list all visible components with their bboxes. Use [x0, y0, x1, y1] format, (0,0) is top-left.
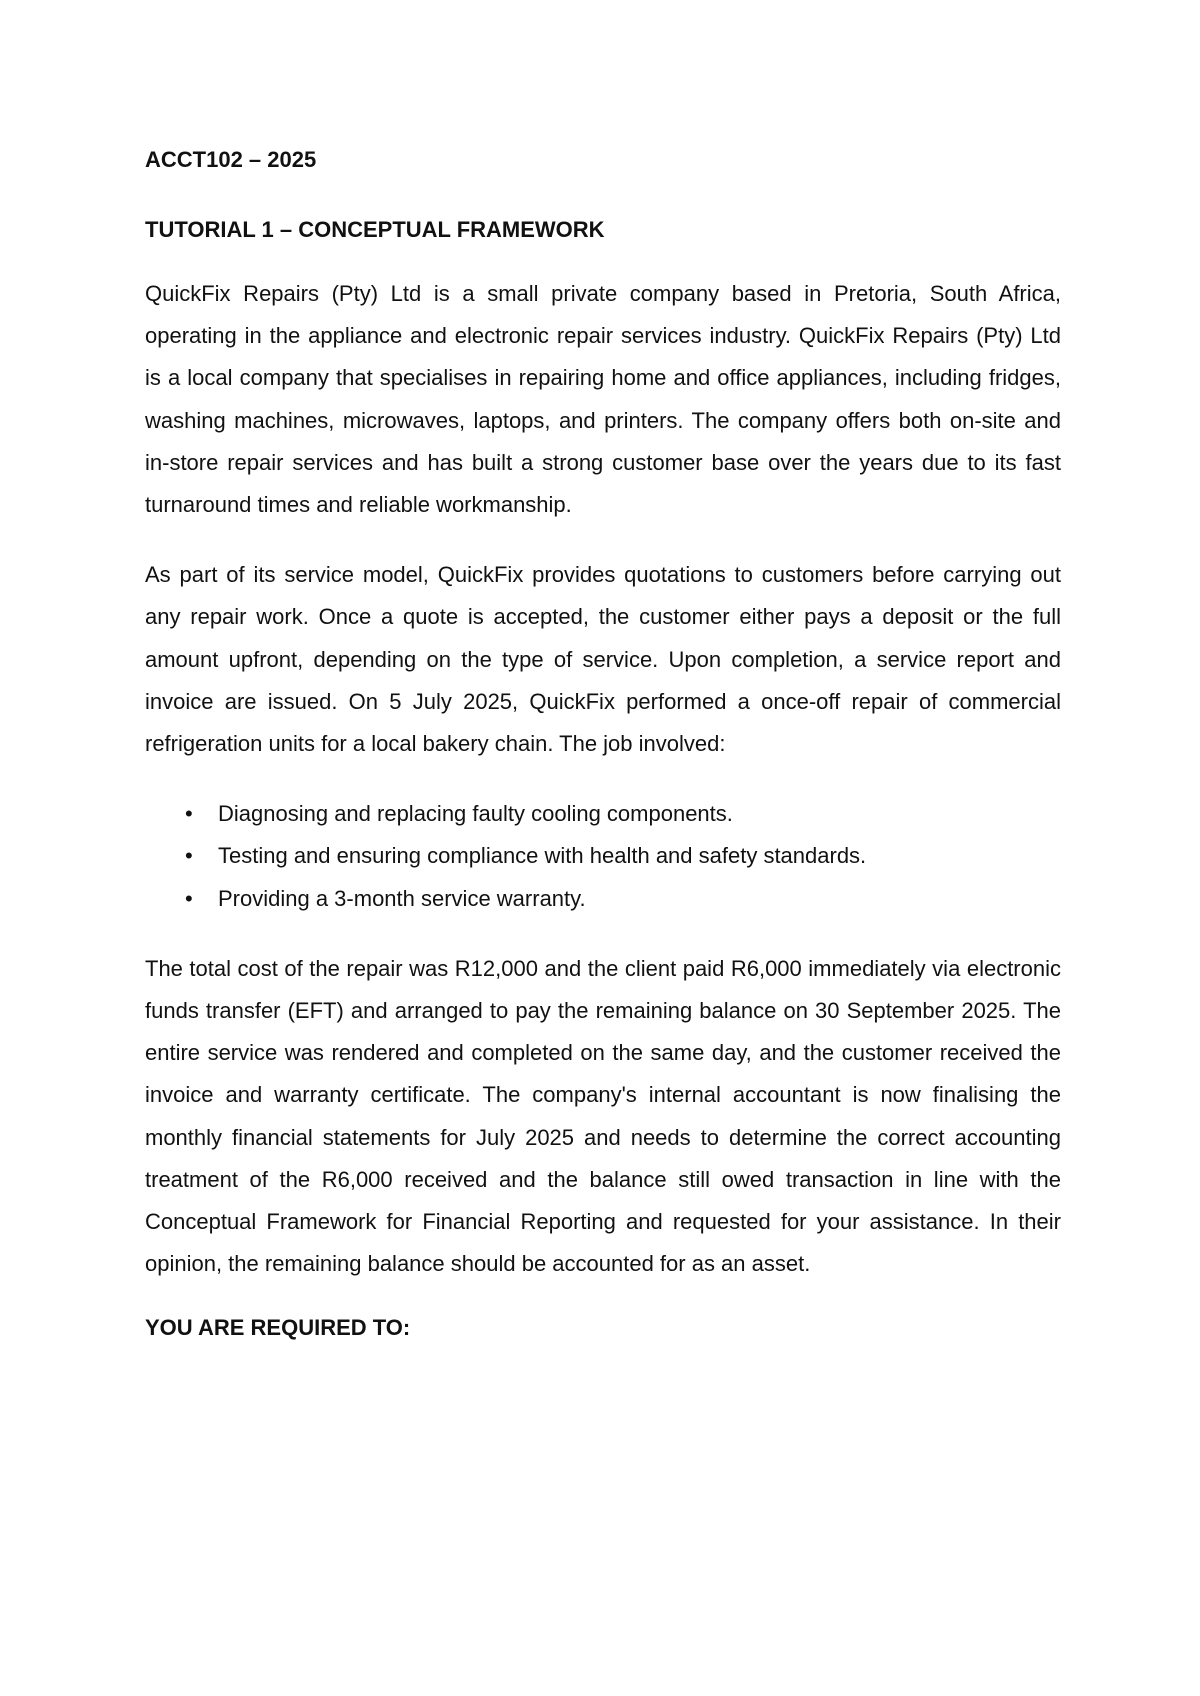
list-item-text: Diagnosing and replacing faulty cooling components.: [218, 801, 733, 827]
bullet-icon: •: [185, 885, 193, 911]
list-item: [145, 793, 1061, 835]
list-item: [145, 835, 1061, 877]
course-title: ACCT102 – 2025: [145, 147, 317, 172]
tutorial-title: TUTORIAL 1 – CONCEPTUAL FRAMEWORK: [145, 217, 605, 242]
document-page: [145, 145, 1061, 1343]
paragraph-transaction-details: The total cost of the repair was R12,000 and the client paid R6,000 immediately via electronic funds transfer (EFT) and arranged to pay the remaining balance on 30 September 2025. The entire service was rendered and completed on the same day, and the customer received the invoice and warranty certificate. The company's internal accountant is now finalising the monthly financial statements for July 2025 and needs to determine the correct accounting treatment of the R6,000 received and the balance still owed transaction in line with the Conceptual Framework for Financial Reporting and requested for your assistance. In their opinion, the remaining balance should be accounted for as an asset.: [145, 955, 1061, 1277]
bullet-icon: •: [185, 843, 193, 869]
bullet-icon: •: [185, 801, 193, 827]
paragraph-company-background: QuickFix Repairs (Pty) Ltd is a small private company based in Pretoria, South Africa, operating in the appliance and electronic repair services industry. QuickFix Repairs (Pty) Ltd is a local company that specialises in repairing home and office appliances, including fridges, washing machines, microwaves, laptops, and printers. The company offers both on-site and in-store repair services and has built a strong customer base over the years due to its fast turnaround times and reliable workmanship.: [145, 281, 1061, 518]
list-item-text: Providing a 3-month service warranty.: [218, 885, 586, 911]
list-item: [145, 878, 1061, 920]
job-bullet-list: [145, 793, 1061, 920]
paragraph-service-model: As part of its service model, QuickFix provides quotations to customers before carrying out any repair work. Once a quote is accepted, the customer either pays a deposit or the full amount upfront, depending on the type of service. Upon completion, a service report and invoice are issued. On 5 July 2025, QuickFix performed a once-off repair of commercial refrigeration units for a local bakery chain. The job involved:: [145, 562, 1061, 757]
required-heading: YOU ARE REQUIRED TO:: [145, 1315, 411, 1341]
list-item-text: Testing and ensuring compliance with health and safety standards.: [218, 843, 867, 869]
